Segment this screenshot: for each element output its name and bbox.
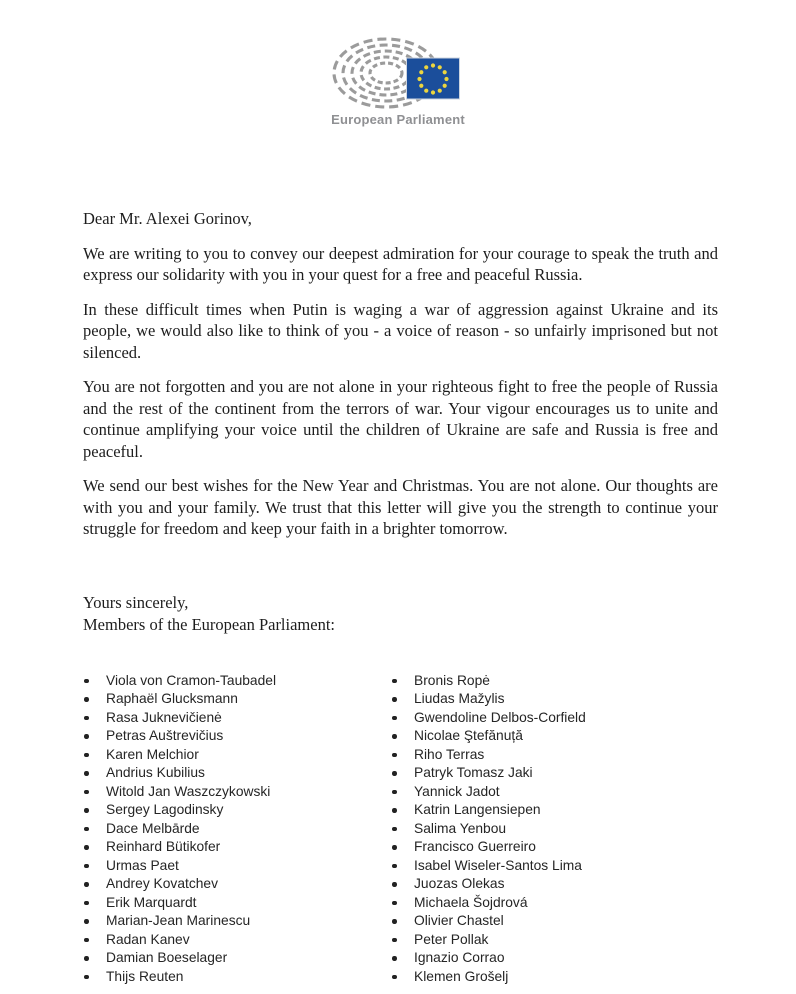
closing-line: Yours sincerely,: [83, 592, 189, 612]
letter-paragraph: You are not forgotten and you are not alone in your righteous fight to free the people of Russia and the rest of the continent from the terrors of war. Your vigour encourages us to unite and continue amplifying your voice until the children of Ukraine are safe and Russia is free and peaceful.: [83, 377, 718, 461]
signatory-name: Viola von Cramon-Taubadel: [83, 672, 391, 691]
signatories: [83, 672, 796, 987]
closing-block: [83, 592, 718, 636]
signatory-name: Urmas Paet: [83, 857, 391, 876]
signatory-name: Karen Melchior: [83, 746, 391, 765]
signatory-name: Gwendoline Delbos-Corfield: [391, 709, 586, 728]
signatory-name: Katrin Langensiepen: [391, 801, 586, 820]
letter-body: [83, 208, 718, 636]
signatory-name: Ignazio Corrao: [391, 949, 586, 968]
letter-paragraph: We are writing to you to convey our deepest admiration for your courage to speak the truth and express our solidarity with you in your quest for a free and peaceful Russia.: [83, 243, 718, 284]
signatory-name: Thijs Reuten: [83, 968, 391, 987]
signatory-name: Juozas Olekas: [391, 875, 586, 894]
signatory-name: Radan Kanev: [83, 931, 391, 950]
greeting: Dear Mr. Alexei Gorinov,: [83, 209, 252, 228]
signatory-name: Marian-Jean Marinescu: [83, 912, 391, 931]
letter-paragraph: In these difficult times when Putin is waging a war of aggression against Ukraine and its people, we would also like to think of you - a voice of reason - so unfairly imprisoned but not silenced.: [83, 299, 718, 362]
signatory-list-left: [83, 672, 391, 987]
signatory-name: Bronis Ropė: [391, 672, 586, 691]
signatory-name: Michaela Šojdrová: [391, 894, 586, 913]
signatory-name: Riho Terras: [391, 746, 586, 765]
signatory-name: Reinhard Bütikofer: [83, 838, 391, 857]
signatory-name: Salima Yenbou: [391, 820, 586, 839]
signatory-name: Yannick Jadot: [391, 783, 586, 802]
letter-paragraph: We send our best wishes for the New Year and Christmas. You are not alone. Our thoughts are with you and your family. We trust that this letter will give you the strength to continue your struggle for freedom and keep your faith in a brighter tomorrow.: [83, 476, 718, 538]
signatory-name: Sergey Lagodinsky: [83, 801, 391, 820]
signatory-name: Francisco Guerreiro: [391, 838, 586, 857]
signatory-name: Raphaël Glucksmann: [83, 690, 391, 709]
signatory-name: Andrey Kovatchev: [83, 875, 391, 894]
european-parliament-logo: [331, 33, 465, 127]
signatory-list-right: [391, 672, 586, 987]
signatory-name: Petras Auštrevičius: [83, 727, 391, 746]
signatory-name: Peter Pollak: [391, 931, 586, 950]
signatory-name: Erik Marquardt: [83, 894, 391, 913]
closing-line: Members of the European Parliament:: [83, 614, 336, 634]
signatory-name: Rasa Juknevičienė: [83, 709, 391, 728]
signatory-name: Dace Melbārde: [83, 820, 391, 839]
eu-flag-icon: [407, 58, 460, 99]
signatory-name: Andrius Kubilius: [83, 764, 391, 783]
signatory-name: Patryk Tomasz Jaki: [391, 764, 586, 783]
logo-caption: European Parliament: [331, 112, 465, 127]
signatory-name: Damian Boeselager: [83, 949, 391, 968]
signatory-name: Witold Jan Waszczykowski: [83, 783, 391, 802]
signatory-name: Olivier Chastel: [391, 912, 586, 931]
signatory-name: Isabel Wiseler-Santos Lima: [391, 857, 586, 876]
letter-paragraphs: [83, 243, 718, 540]
hemicycle-eu-flag-icon: [331, 33, 465, 111]
signatory-name: Klemen Grošelj: [391, 968, 586, 987]
signatory-name: Nicolae Ştefănuță: [391, 727, 586, 746]
signatory-name: Liudas Mažylis: [391, 690, 586, 709]
